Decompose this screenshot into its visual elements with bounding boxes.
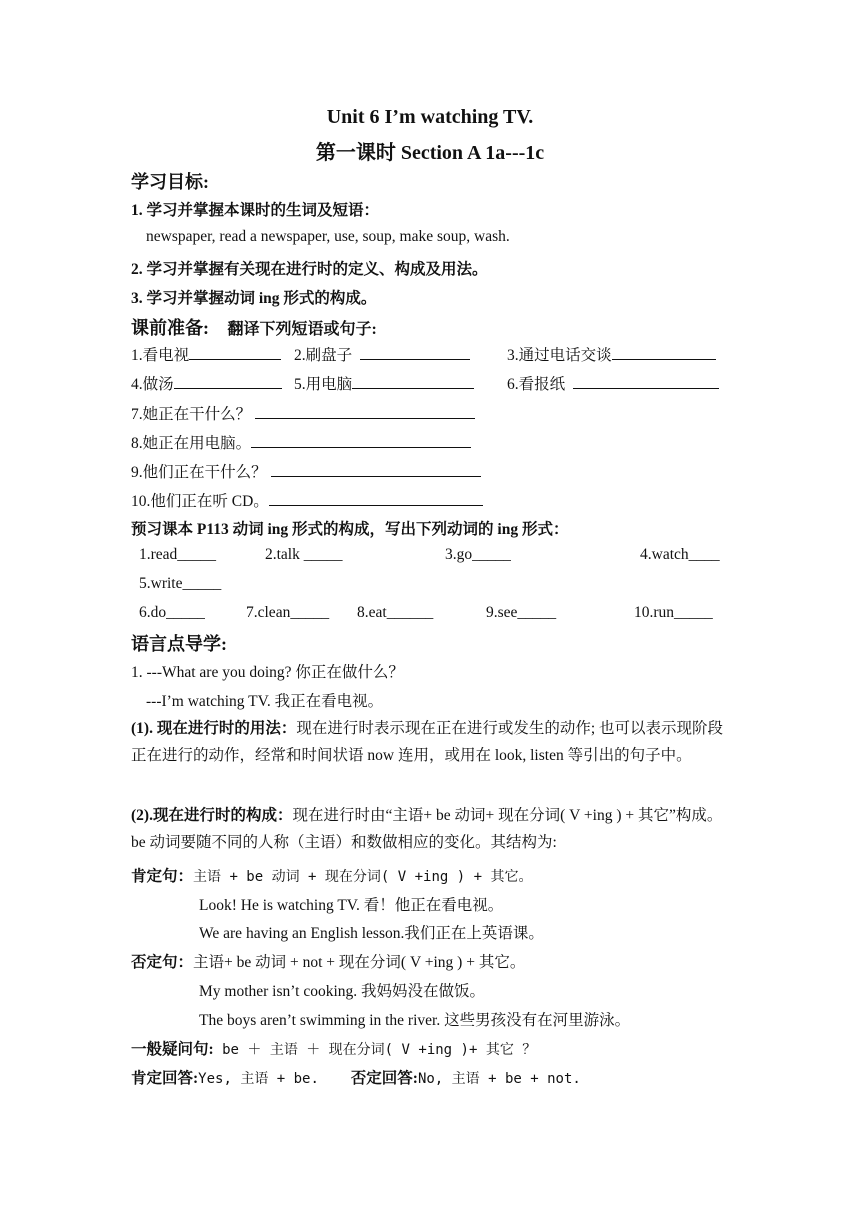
question-label: 一般疑问句: bbox=[131, 1041, 214, 1058]
phrase-1-blank[interactable] bbox=[189, 344, 281, 360]
negative-example-1: My mother isn’t cooking. 我妈妈没在做饭。 bbox=[199, 983, 486, 1000]
short-answers bbox=[131, 1066, 581, 1088]
phrase-2-label: 2.刷盘子 bbox=[294, 347, 353, 364]
example-answer: ---I’m watching TV. 我正在看电视。 bbox=[146, 693, 384, 710]
phrase-3 bbox=[507, 343, 716, 365]
sentence-9 bbox=[131, 460, 481, 482]
positive-example-2: We are having an English lesson.我们正在上英语课。 bbox=[199, 925, 544, 942]
verb-7: 7.clean_____ bbox=[246, 604, 330, 621]
sentence-8-blank[interactable] bbox=[251, 432, 471, 448]
sentence-10-label: 10.他们正在听 CD。 bbox=[131, 493, 269, 510]
sentence-8-label: 8.她正在用电脑。 bbox=[131, 435, 252, 452]
sentence-7-blank[interactable] bbox=[255, 403, 475, 419]
sentence-7 bbox=[131, 402, 475, 424]
phrase-6 bbox=[507, 372, 719, 394]
form-label: (2).现在进行时的构成： bbox=[131, 807, 293, 824]
phrase-5-label: 5.用电脑 bbox=[294, 376, 353, 393]
phrase-4-blank[interactable] bbox=[174, 373, 282, 389]
verb-2: 2.talk _____ bbox=[265, 546, 343, 563]
phrase-5-blank[interactable] bbox=[352, 373, 474, 389]
verb-8: 8.eat______ bbox=[357, 604, 434, 621]
phrase-4-label: 4.做汤 bbox=[131, 376, 174, 393]
negative-formula: 主语+ be 动词 + not + 现在分词( V +ing ) + 其它。 bbox=[193, 954, 526, 971]
negative-answer-label: 否定回答: bbox=[350, 1070, 418, 1087]
question-formula: be ＋ 主语 ＋ 现在分词( V +ing )+ 其它 ？ bbox=[213, 1042, 537, 1058]
sentence-7-label: 7.她正在干什么？ bbox=[131, 406, 252, 423]
phrase-1-label: 1.看电视 bbox=[131, 347, 190, 364]
unit-title: Unit 6 I’m watching TV. bbox=[326, 106, 534, 128]
guide-heading: 语言点导学: bbox=[131, 634, 227, 654]
phrase-6-blank[interactable] bbox=[573, 373, 719, 389]
phrase-4 bbox=[131, 372, 282, 394]
sentence-9-blank[interactable] bbox=[271, 461, 481, 477]
example-question: 1. ---What are you doing? 你正在做什么？ bbox=[131, 664, 404, 681]
negative-label: 否定句： bbox=[131, 954, 194, 971]
usage-label: (1). 现在进行时的用法： bbox=[131, 720, 297, 737]
negative-example-2: The boys aren’t swimming in the river. 这些男孩没有在河里游泳。 bbox=[199, 1012, 631, 1029]
verb-10: 10.run_____ bbox=[634, 604, 713, 621]
sentence-8 bbox=[131, 431, 471, 453]
objectives-heading: 学习目标: bbox=[131, 172, 209, 192]
phrase-2-blank[interactable] bbox=[360, 344, 470, 360]
verb-5: 5.write_____ bbox=[139, 575, 222, 592]
phrase-2 bbox=[294, 343, 470, 365]
preparation-instruction: 翻译下列短语或句子: bbox=[227, 321, 377, 338]
form-text: 现在进行时由“主语+ be 动词+ 现在分词( V +ing ) + 其它”构成。be 动词要随不同的人称（主语）和数做相应的变化。其结构为: bbox=[131, 807, 723, 851]
negative-structure bbox=[131, 950, 525, 972]
verb-3: 3.go_____ bbox=[445, 546, 511, 563]
positive-answer-formula: Yes, 主语 + be. bbox=[198, 1071, 319, 1087]
phrase-1 bbox=[131, 343, 281, 365]
objective-1: 1. 学习并掌握本课时的生词及短语： bbox=[131, 202, 380, 219]
objective-2: 2. 学习并掌握有关现在进行时的定义、构成及用法。 bbox=[131, 261, 488, 278]
preparation-label: 课前准备: bbox=[131, 318, 209, 338]
positive-formula: 主语 + be 动词 + 现在分词( V +ing ) + 其它。 bbox=[193, 869, 533, 885]
phrase-6-label: 6.看报纸 bbox=[507, 376, 566, 393]
sentence-10 bbox=[131, 489, 483, 511]
positive-label: 肯定句： bbox=[131, 868, 194, 885]
positive-answer-label: 肯定回答: bbox=[131, 1070, 199, 1087]
phrase-5 bbox=[294, 372, 474, 394]
form-paragraph bbox=[131, 802, 731, 856]
negative-answer-formula: No, 主语 + be + not. bbox=[417, 1071, 581, 1087]
positive-structure bbox=[131, 864, 532, 886]
phrase-3-blank[interactable] bbox=[612, 344, 716, 360]
lesson-title: 第一课时 Section A 1a---1c bbox=[315, 142, 545, 164]
ing-form-heading: 预习课本 P113 动词 ing 形式的构成，写出下列动词的 ing 形式： bbox=[131, 521, 569, 538]
vocabulary-list: newspaper, read a newspaper, use, soup, make soup, wash. bbox=[146, 228, 510, 245]
verb-6: 6.do_____ bbox=[139, 604, 205, 621]
verb-4: 4.watch____ bbox=[640, 546, 720, 563]
positive-example-1: Look! He is watching TV. 看！他正在看电视。 bbox=[199, 897, 504, 914]
verb-1: 1.read_____ bbox=[139, 546, 217, 563]
usage-text: 现在进行时表示现在正在进行或发生的动作; 也可以表示现阶段正在进行的动作，经常和时间状语 now 连用，或用在 look, listen 等引出的句子中。 bbox=[131, 720, 724, 764]
sentence-10-blank[interactable] bbox=[269, 490, 483, 506]
verb-9: 9.see_____ bbox=[486, 604, 557, 621]
usage-paragraph bbox=[131, 715, 731, 769]
preparation-heading bbox=[131, 314, 377, 340]
phrase-3-label: 3.通过电话交谈 bbox=[507, 347, 612, 364]
sentence-9-label: 9.他们正在干什么？ bbox=[131, 464, 267, 481]
question-structure bbox=[131, 1037, 536, 1059]
objective-3: 3. 学习并掌握动词 ing 形式的构成。 bbox=[131, 290, 377, 307]
